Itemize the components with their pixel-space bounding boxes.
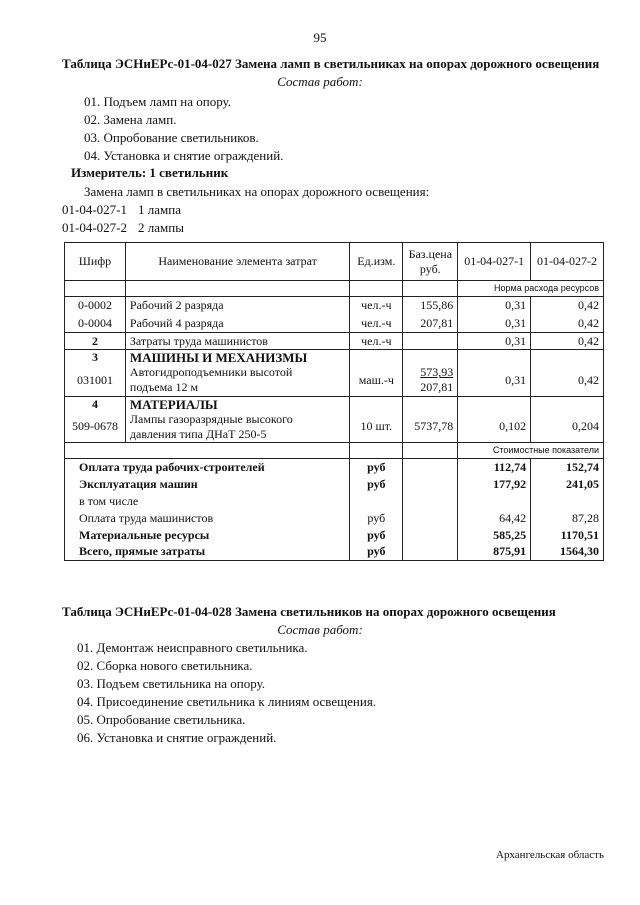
row-unit: чел.-ч xyxy=(350,315,403,333)
table-row xyxy=(65,333,604,350)
cost-name: Оплата труда рабочих-строителей xyxy=(65,459,350,476)
row-unit: чел.-ч xyxy=(350,297,403,315)
cost-label: Стоимостные показатели xyxy=(458,443,604,459)
work-item: 04. Присоединение светильника к линиям освещения. xyxy=(77,694,377,709)
table2-title: Таблица ЭСНиЕРс-01-04-028 Замена светильников на опорах дорожного освещения xyxy=(62,604,556,619)
row-code: 0-0002 xyxy=(65,297,126,315)
row-code: 2 xyxy=(65,333,126,350)
cost-value-1: 177,92 xyxy=(458,476,531,493)
work-item: 01. Демонтаж неисправного светильника. xyxy=(77,640,308,655)
variant-code: 01-04-027-1 xyxy=(62,202,127,217)
cost-unit: руб xyxy=(350,476,403,493)
work-item: 05. Опробование светильника. xyxy=(77,712,246,727)
header-code: Шифр xyxy=(65,243,126,281)
measure-line: Измеритель: 1 светильник xyxy=(71,165,229,180)
work-item: 02. Замена ламп. xyxy=(84,112,177,127)
row-value-2: 0,204 xyxy=(531,412,604,443)
row-price: 155,86 xyxy=(403,297,458,315)
cost-row xyxy=(65,459,604,476)
section-number: 4 xyxy=(65,396,126,412)
table1-subtitle: Состав работ: xyxy=(277,74,363,89)
cost-name: Всего, прямые затраты xyxy=(65,544,350,561)
row-price: 207,81 xyxy=(403,315,458,333)
table2-subtitle: Состав работ: xyxy=(277,622,363,637)
cost-value-1: 112,74 xyxy=(458,459,531,476)
row-value-2: 0,42 xyxy=(531,315,604,333)
table1-title: Таблица ЭСНиЕРс-01-04-027 Замена ламп в светильниках на опорах дорожного освещения xyxy=(62,56,600,71)
section-row xyxy=(65,350,604,366)
cost-value-2: 1564,30 xyxy=(531,544,604,561)
header-row xyxy=(65,243,604,281)
cost-value-1: 875,91 xyxy=(458,544,531,561)
row-code: 031001 xyxy=(65,365,126,396)
row-price: 5737,78 xyxy=(403,412,458,443)
cost-unit: руб xyxy=(350,459,403,476)
row-code: 0-0004 xyxy=(65,315,126,333)
table-row xyxy=(65,412,604,443)
row-price: 573,93 207,81 xyxy=(403,365,458,396)
table-row xyxy=(65,315,604,333)
work-item: 03. Опробование светильников. xyxy=(84,130,259,145)
cost-row xyxy=(65,510,604,527)
header-col1: 01-04-027-1 xyxy=(458,243,531,281)
row-unit: чел.-ч xyxy=(350,333,403,350)
work-item: 06. Установка и снятие ограждений. xyxy=(77,730,277,745)
cost-name: Оплата труда машинистов xyxy=(65,510,350,527)
table-row xyxy=(65,365,604,396)
row-value-1: 0,31 xyxy=(458,315,531,333)
variant-text: 2 лампы xyxy=(138,220,184,235)
norm-label-row xyxy=(65,281,604,297)
work-item: 02. Сборка нового светильника. xyxy=(77,658,253,673)
description-line: Замена ламп в светильниках на опорах дорожного освещения: xyxy=(84,184,430,199)
cost-value-1: 585,25 xyxy=(458,527,531,544)
row-value-2: 0,42 xyxy=(531,297,604,315)
cost-name: в том числе xyxy=(65,493,350,510)
work-item: 04. Установка и снятие ограждений. xyxy=(84,148,284,163)
cost-unit: руб xyxy=(350,510,403,527)
row-code: 509-0678 xyxy=(65,412,126,443)
header-col2: 01-04-027-2 xyxy=(531,243,604,281)
norm-label: Норма расхода ресурсов xyxy=(458,281,604,297)
table-row xyxy=(65,297,604,315)
section-title: МАШИНЫ И МЕХАНИЗМЫ xyxy=(125,350,349,366)
cost-row xyxy=(65,476,604,493)
row-unit: маш.-ч xyxy=(350,365,403,396)
cost-row xyxy=(65,544,604,561)
row-value-2: 0,42 xyxy=(531,365,604,396)
row-value-1: 0,31 xyxy=(458,365,531,396)
cost-value-2: 87,28 xyxy=(531,510,604,527)
section-row xyxy=(65,396,604,412)
row-name: Затраты труда машинистов xyxy=(125,333,349,350)
cost-label-row xyxy=(65,443,604,459)
work-item: 01. Подъем ламп на опору. xyxy=(84,94,231,109)
variant-text: 1 лампа xyxy=(138,202,181,217)
variant-code: 01-04-027-2 xyxy=(62,220,127,235)
row-value-2: 0,42 xyxy=(531,333,604,350)
page-number: 95 xyxy=(313,30,327,45)
header-unit: Ед.изм. xyxy=(350,243,403,281)
cost-name: Материальные ресурсы xyxy=(65,527,350,544)
row-price xyxy=(403,333,458,350)
header-name: Наименование элемента затрат xyxy=(125,243,349,281)
cost-value-2: 241,05 xyxy=(531,476,604,493)
header-price: Баз.цена руб. xyxy=(403,243,458,281)
row-name: Рабочий 4 разряда xyxy=(125,315,349,333)
cost-value-2: 152,74 xyxy=(531,459,604,476)
row-name: Автогидроподъемники высотой подъема 12 м xyxy=(125,365,349,396)
resource-table xyxy=(64,242,604,561)
cost-name: Эксплуатация машин xyxy=(65,476,350,493)
cost-row xyxy=(65,527,604,544)
work-item: 03. Подъем светильника на опору. xyxy=(77,676,266,691)
section-number: 3 xyxy=(65,350,126,366)
cost-value-2: 1170,51 xyxy=(531,527,604,544)
row-name: Лампы газоразрядные высокого давления типа ДНаТ 250-5 xyxy=(125,412,349,443)
cost-row xyxy=(65,493,604,510)
row-value-1: 0,31 xyxy=(458,297,531,315)
cost-unit: руб xyxy=(350,527,403,544)
section-title: МАТЕРИАЛЫ xyxy=(125,396,349,412)
row-value-1: 0,31 xyxy=(458,333,531,350)
row-name: Рабочий 2 разряда xyxy=(125,297,349,315)
row-unit: 10 шт. xyxy=(350,412,403,443)
row-value-1: 0,102 xyxy=(458,412,531,443)
footer-region: Архангельская область xyxy=(496,849,604,861)
cost-value-1: 64,42 xyxy=(458,510,531,527)
cost-unit: руб xyxy=(350,544,403,561)
